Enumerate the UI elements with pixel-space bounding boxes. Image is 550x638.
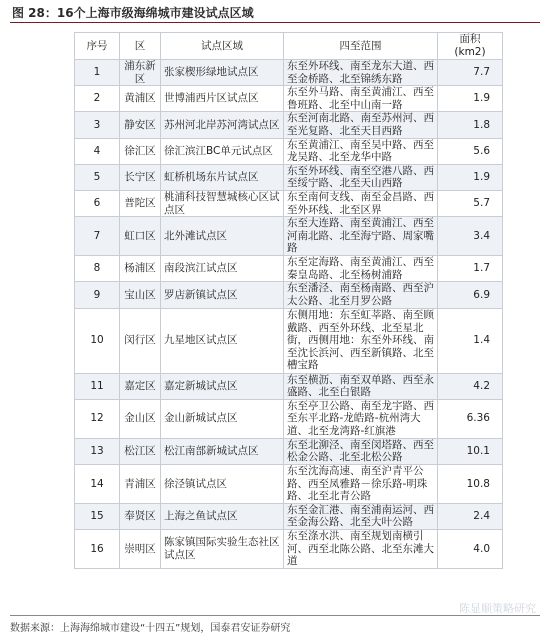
cell-size: 1.8 [438, 112, 503, 138]
cell-area-name: 上海之鱼试点区 [161, 503, 284, 529]
cell-district: 普陀区 [120, 190, 161, 216]
cell-area-name: 世博浦西片区试点区 [161, 86, 284, 112]
cell-area-name: 陈家镇国际实验生态社区试点区 [161, 530, 284, 569]
cell-no: 15 [75, 503, 120, 529]
cell-district: 青浦区 [120, 464, 161, 503]
cell-district: 杨浦区 [120, 256, 161, 282]
cell-no: 8 [75, 256, 120, 282]
cell-size: 10.1 [438, 438, 503, 464]
cell-no: 13 [75, 438, 120, 464]
cell-district: 奉贤区 [120, 503, 161, 529]
cell-no: 16 [75, 530, 120, 569]
cell-area-name: 九星地区试点区 [161, 308, 284, 373]
cell-size: 10.8 [438, 464, 503, 503]
cell-no: 7 [75, 217, 120, 256]
cell-no: 5 [75, 164, 120, 190]
table-row [75, 464, 503, 503]
cell-no: 6 [75, 190, 120, 216]
header-area-name: 试点区域 [161, 33, 284, 60]
table-row [75, 190, 503, 216]
cell-area-name: 虹桥机场东片试点区 [161, 164, 284, 190]
header-district: 区 [120, 33, 161, 60]
cell-size: 4.2 [438, 373, 503, 399]
cell-area-name: 北外滩试点区 [161, 217, 284, 256]
cell-district: 黄浦区 [120, 86, 161, 112]
cell-no: 2 [75, 86, 120, 112]
cell-boundary: 东至横沥、南至双单路、西至永盛路、北至白银路 [284, 373, 438, 399]
table-row [75, 308, 503, 373]
table-row [75, 438, 503, 464]
cell-size: 1.9 [438, 86, 503, 112]
cell-area-name: 苏州河北岸苏河湾试点区 [161, 112, 284, 138]
table-row [75, 112, 503, 138]
table-row [75, 256, 503, 282]
table-row [75, 164, 503, 190]
cell-district: 闵行区 [120, 308, 161, 373]
table-row [75, 373, 503, 399]
cell-area-name: 嘉定新城试点区 [161, 373, 284, 399]
cell-area-name: 徐泾镇试点区 [161, 464, 284, 503]
watermark: 陈显顺策略研究 [459, 602, 536, 615]
cell-size: 1.7 [438, 256, 503, 282]
pilot-area-table [74, 32, 503, 569]
cell-district: 金山区 [120, 399, 161, 438]
header-size-line1: 面积 [459, 33, 481, 46]
cell-district: 嘉定区 [120, 373, 161, 399]
cell-no: 4 [75, 138, 120, 164]
cell-no: 12 [75, 399, 120, 438]
cell-district: 宝山区 [120, 282, 161, 308]
table-row [75, 86, 503, 112]
cell-size: 1.9 [438, 164, 503, 190]
cell-size: 1.4 [438, 308, 503, 373]
cell-boundary: 东至北泖泾、南至闵塔路、西至松金公路、北至北松公路 [284, 438, 438, 464]
header-no: 序号 [75, 33, 120, 60]
cell-size: 5.7 [438, 190, 503, 216]
cell-boundary: 东至外马路、南至黄浦江、西至鲁班路、北至中山南一路 [284, 86, 438, 112]
cell-no: 9 [75, 282, 120, 308]
cell-boundary: 东至金汇港、南至浦南运河、西至金海公路、北至大叶公路 [284, 503, 438, 529]
cell-area-name: 罗店新镇试点区 [161, 282, 284, 308]
header-size-line2: (km2) [454, 46, 486, 58]
cell-boundary: 东至亭卫公路、南至龙宇路、西至东平北路-龙皓路-杭州湾大道、北至龙湾路-红旗港 [284, 399, 438, 438]
cell-district: 浦东新区 [120, 60, 161, 86]
cell-no: 14 [75, 464, 120, 503]
cell-boundary: 东至河南北路、南至苏州河、西至光复路、北至天目西路 [284, 112, 438, 138]
cell-no: 3 [75, 112, 120, 138]
cell-district: 松江区 [120, 438, 161, 464]
cell-area-name: 桃浦科技智慧城核心区试点区 [161, 190, 284, 216]
cell-boundary: 东至涤水洪、南至规划南横引河、西至北陈公路、北至东滩大道 [284, 530, 438, 569]
cell-boundary: 东至外环线、南至龙东大道、西至金桥路、北至锦绣东路 [284, 60, 438, 86]
source-note: 数据来源：上海海绵城市建设“十四五”规划，国泰君安证券研究 [10, 623, 291, 634]
cell-no: 11 [75, 373, 120, 399]
cell-size: 6.36 [438, 399, 503, 438]
cell-boundary: 东至沈海高速、南至沪青平公路、西至凤雅路－徐乐路-明珠路、北至北青公路 [284, 464, 438, 503]
cell-no: 10 [75, 308, 120, 373]
header-boundary: 四至范围 [284, 33, 438, 60]
table-header-row [75, 33, 503, 60]
cell-district: 崇明区 [120, 530, 161, 569]
header-size [438, 33, 503, 60]
table-body [75, 60, 503, 569]
cell-area-name: 张家楔形绿地试点区 [161, 60, 284, 86]
cell-area-name: 徐汇滨江BC单元试点区 [161, 138, 284, 164]
table-row [75, 60, 503, 86]
cell-boundary: 东至外环线、南至空港八路、西至绥宁路、北至天山西路 [284, 164, 438, 190]
table-row [75, 503, 503, 529]
cell-boundary: 东至南何支线、南至金昌路、西至外环线、北至区界 [284, 190, 438, 216]
table-row [75, 399, 503, 438]
figure-title: 图 28：16个上海市级海绵城市建设试点区域 [12, 6, 254, 20]
table-row [75, 217, 503, 256]
cell-boundary: 东至黄浦江、南至吴中路、西至龙吴路、北至龙华中路 [284, 138, 438, 164]
cell-size: 2.4 [438, 503, 503, 529]
table-row [75, 282, 503, 308]
cell-no: 1 [75, 60, 120, 86]
cell-district: 虹口区 [120, 217, 161, 256]
cell-size: 5.6 [438, 138, 503, 164]
table-row [75, 138, 503, 164]
title-divider [10, 22, 540, 23]
cell-size: 6.9 [438, 282, 503, 308]
cell-area-name: 南段滨江试点区 [161, 256, 284, 282]
cell-boundary: 东至潘泾、南至杨南路、西至沪太公路、北至月罗公路 [284, 282, 438, 308]
cell-area-name: 金山新城试点区 [161, 399, 284, 438]
cell-boundary: 东侧用地：东至虹莘路、南至顾戴路、西至外环线、北至星北街，西侧用地：东至外环线、南至沈长浜河、西至新镇路、北至槽宝路 [284, 308, 438, 373]
table-row [75, 530, 503, 569]
cell-boundary: 东至定海路、南至黄浦江、西至秦皇岛路、北至杨树浦路 [284, 256, 438, 282]
cell-size: 7.7 [438, 60, 503, 86]
cell-boundary: 东至大连路、南至黄浦江、西至河南北路、北至海宁路、周家嘴路 [284, 217, 438, 256]
cell-district: 静安区 [120, 112, 161, 138]
cell-size: 4.0 [438, 530, 503, 569]
cell-area-name: 松江南部新城试点区 [161, 438, 284, 464]
cell-district: 徐汇区 [120, 138, 161, 164]
cell-size: 3.4 [438, 217, 503, 256]
cell-district: 长宁区 [120, 164, 161, 190]
